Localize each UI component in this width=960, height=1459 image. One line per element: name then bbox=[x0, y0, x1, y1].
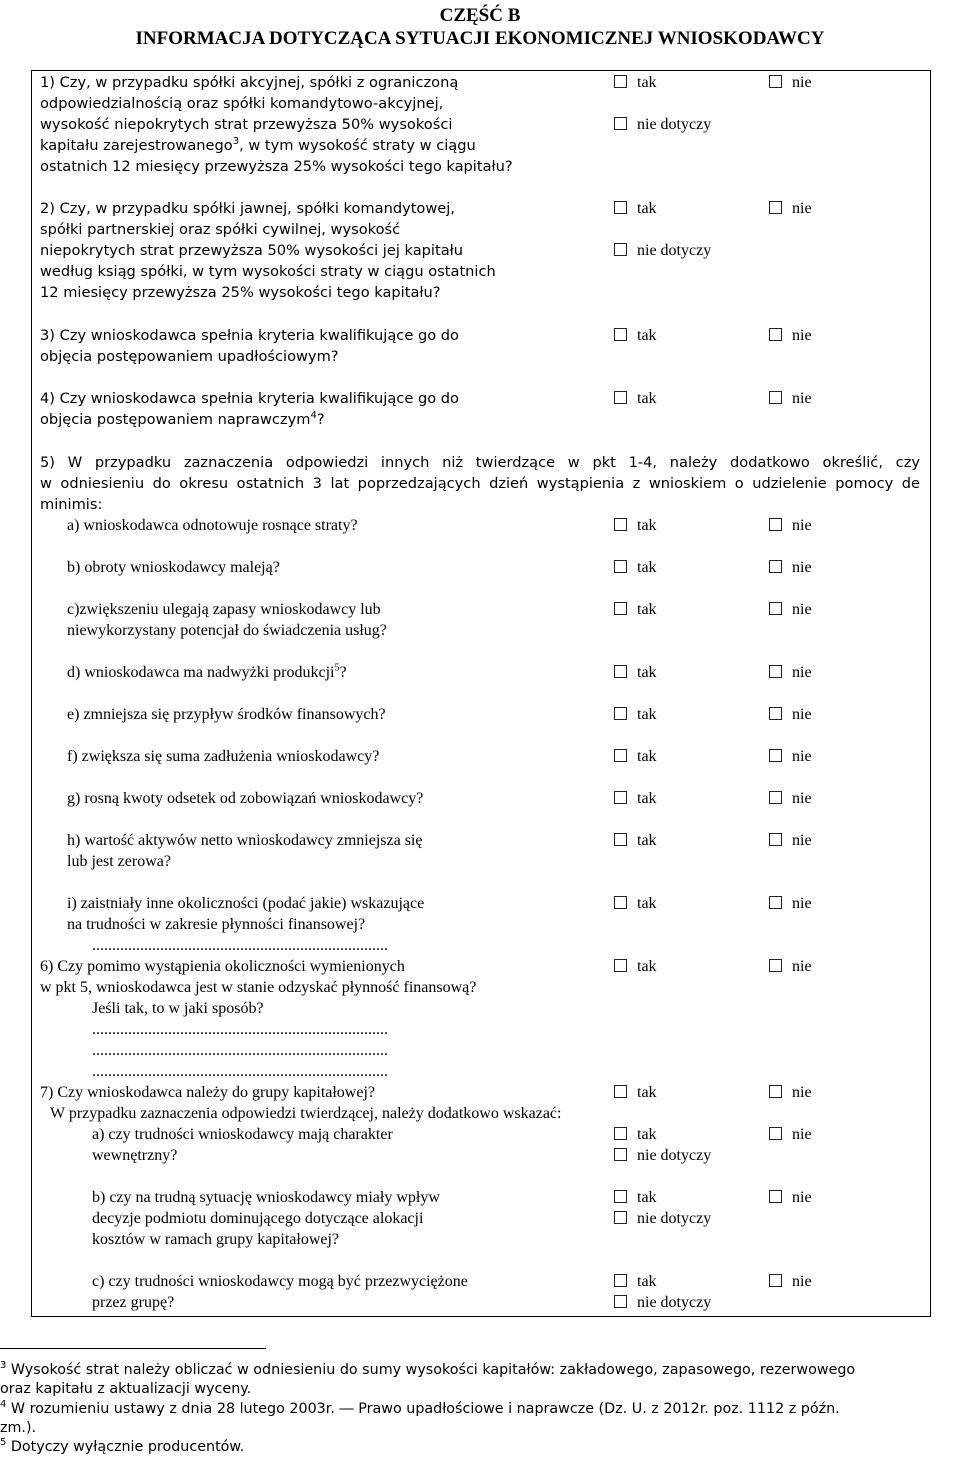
answer-dots[interactable]: .......................................................................... bbox=[92, 1063, 388, 1080]
option-nie-dotyczy[interactable]: nie dotyczy bbox=[614, 240, 711, 261]
checkbox-icon[interactable] bbox=[769, 1274, 782, 1287]
checkbox-icon[interactable] bbox=[769, 75, 782, 88]
q7a-text: a) czy trudności wnioskodawcy mają charakter bbox=[92, 1126, 393, 1143]
checkbox-icon[interactable] bbox=[614, 391, 627, 404]
footnote-ref: 5 bbox=[334, 662, 340, 674]
checkbox-icon[interactable] bbox=[614, 959, 627, 972]
q7b-text: decyzje podmiotu dominującego dotyczące alokacji bbox=[92, 1210, 424, 1227]
section-subtitle: INFORMACJA DOTYCZĄCA SYTUACJI EKONOMICZNEJ WNIOSKODAWCY bbox=[135, 28, 825, 49]
q6-text: 6) Czy pomimo wystąpienia okoliczności wymienionych bbox=[40, 958, 405, 975]
footnote-4: $^4$ W rozumieniu ustawy z dnia 28 lutego 2003r. ― Prawo upadłościowe i naprawcze (Dz. U. z 2012r. poz. 1112 z późn. bbox=[0, 1399, 840, 1417]
checkbox-icon[interactable] bbox=[769, 1127, 782, 1140]
checkbox-icon[interactable] bbox=[614, 1127, 627, 1140]
option-tak[interactable]: tak bbox=[614, 1082, 657, 1103]
q1-line: wysokość niepokrytych strat przewyższa 50% wysokości bbox=[40, 116, 453, 133]
option-nie[interactable]: nie bbox=[769, 704, 812, 725]
q5h-text: lub jest zerowa? bbox=[67, 853, 171, 870]
q1-line: 1) Czy, w przypadku spółki akcyjnej, spółki z ograniczoną bbox=[40, 74, 459, 91]
checkbox-icon[interactable] bbox=[614, 707, 627, 720]
q5i-text: i) zaistniały inne okoliczności (podać jakie) wskazujące bbox=[67, 895, 425, 912]
section-title: CZĘŚĆ B bbox=[439, 5, 521, 26]
q2-line: 12 miesięcy przewyższa 25% wysokości tego kapitału? bbox=[40, 284, 441, 301]
q7-text: 7) Czy wnioskodawca należy do grupy kapitałowej? bbox=[40, 1084, 376, 1101]
q3-line: objęcia postępowaniem upadłościowym? bbox=[40, 348, 339, 365]
option-tak[interactable]: tak bbox=[614, 830, 657, 851]
q5h-text: h) wartość aktywów netto wnioskodawcy zmniejsza się bbox=[67, 832, 423, 849]
q5b-text: b) obroty wnioskodawcy maleją? bbox=[67, 559, 280, 576]
answer-dots[interactable]: .......................................................................... bbox=[92, 1021, 388, 1038]
q3-line: 3) Czy wnioskodawca spełnia kryteria kwalifikujące go do bbox=[40, 327, 459, 344]
option-tak[interactable]: tak bbox=[614, 198, 657, 219]
footnote-separator bbox=[0, 1348, 266, 1349]
q7a-text: wewnętrzny? bbox=[92, 1147, 178, 1164]
q7c-text: c) czy trudności wnioskodawcy mogą być przezwyciężone bbox=[92, 1273, 468, 1290]
q5a-text: a) wnioskodawca odnotowuje rosnące straty? bbox=[67, 517, 358, 534]
q5i-text: na trudności w zakresie płynności finansowej? bbox=[67, 916, 366, 933]
footnote-3-cont: oraz kapitału z aktualizacji wyceny. bbox=[0, 1381, 252, 1397]
option-tak[interactable]: tak bbox=[614, 788, 657, 809]
checkbox-icon[interactable] bbox=[769, 959, 782, 972]
option-nie-dotyczy[interactable]: nie dotyczy bbox=[614, 1145, 711, 1166]
q7b-text: b) czy na trudną sytuację wnioskodawcy miały wpływ bbox=[92, 1189, 440, 1206]
q2-line: 2) Czy, w przypadku spółki jawnej, spółki komandytowej, bbox=[40, 200, 455, 217]
option-tak[interactable]: tak bbox=[614, 1271, 657, 1292]
checkbox-icon[interactable] bbox=[614, 1211, 627, 1224]
q5e-text: e) zmniejsza się przypływ środków finansowych? bbox=[67, 706, 386, 723]
option-tak[interactable]: tak bbox=[614, 72, 657, 93]
q7-text: W przypadku zaznaczenia odpowiedzi twierdzącej, należy dodatkowo wskazać: bbox=[50, 1105, 562, 1122]
checkbox-icon[interactable] bbox=[769, 560, 782, 573]
checkbox-icon[interactable] bbox=[614, 243, 627, 256]
checkbox-icon[interactable] bbox=[769, 833, 782, 846]
option-tak[interactable]: tak bbox=[614, 956, 657, 977]
checkbox-icon[interactable] bbox=[614, 1148, 627, 1161]
footnote-3: $^3$ Wysokość strat należy obliczać w odniesieniu do sumy wysokości kapitałów: zakładowego, zapasowego, rezerwowego bbox=[0, 1360, 856, 1378]
checkbox-icon[interactable] bbox=[614, 560, 627, 573]
checkbox-icon[interactable] bbox=[614, 328, 627, 341]
option-nie[interactable]: nie bbox=[769, 1187, 812, 1208]
q4-line: 4) Czy wnioskodawca spełnia kryteria kwalifikujące go do bbox=[40, 390, 459, 407]
option-nie[interactable]: nie bbox=[769, 72, 812, 93]
option-nie[interactable]: nie bbox=[769, 746, 812, 767]
option-nie-dotyczy[interactable]: nie dotyczy bbox=[614, 1208, 711, 1229]
checkbox-icon[interactable] bbox=[614, 75, 627, 88]
q2-line: niepokrytych strat przewyższa 50% wysokości jej kapitału bbox=[40, 242, 464, 259]
checkbox-icon[interactable] bbox=[769, 602, 782, 615]
q7b-text: kosztów w ramach grupy kapitałowej? bbox=[92, 1231, 340, 1248]
option-nie[interactable]: nie bbox=[769, 830, 812, 851]
option-tak[interactable]: tak bbox=[614, 388, 657, 409]
q6-text: Jeśli tak, to w jaki sposób? bbox=[92, 1000, 264, 1017]
option-nie[interactable]: nie bbox=[769, 198, 812, 219]
checkbox-icon[interactable] bbox=[769, 896, 782, 909]
checkbox-icon[interactable] bbox=[769, 1085, 782, 1098]
option-tak[interactable]: tak bbox=[614, 1124, 657, 1145]
checkbox-icon[interactable] bbox=[769, 328, 782, 341]
option-nie[interactable]: nie bbox=[769, 388, 812, 409]
option-tak[interactable]: tak bbox=[614, 704, 657, 725]
option-nie[interactable]: nie bbox=[769, 1271, 812, 1292]
checkbox-icon[interactable] bbox=[614, 117, 627, 130]
option-nie[interactable]: nie bbox=[769, 557, 812, 578]
option-nie[interactable]: nie bbox=[769, 599, 812, 620]
footnote-ref: 4 bbox=[310, 410, 317, 422]
option-tak[interactable]: tak bbox=[614, 746, 657, 767]
checkbox-icon[interactable] bbox=[614, 749, 627, 762]
checkbox-icon[interactable] bbox=[769, 665, 782, 678]
checkbox-icon[interactable] bbox=[769, 201, 782, 214]
checkbox-icon[interactable] bbox=[614, 201, 627, 214]
q2-line: spółki partnerskiej oraz spółki cywilnej, wysokość bbox=[40, 221, 401, 238]
option-nie[interactable]: nie bbox=[769, 788, 812, 809]
q1-line: kapitału zarejestrowanego$^3$, w tym wysokość straty w ciągu bbox=[40, 136, 476, 154]
option-nie[interactable]: nie bbox=[769, 325, 812, 346]
q5-line: 5) W przypadku zaznaczenia odpowiedzi innych niż twierdzące w pkt 1-4, należy dodatkowo określić, czy bbox=[40, 454, 920, 471]
option-nie[interactable]: nie bbox=[769, 956, 812, 977]
q5-line: minimis: bbox=[40, 496, 103, 513]
answer-dots[interactable]: .......................................................................... bbox=[92, 937, 388, 954]
q5-line: w odniesieniu do okresu ostatnich 3 lat poprzedzających dzień wystąpienia z wnioskiem o udzielenie pomocy de bbox=[40, 475, 920, 492]
option-tak[interactable]: tak bbox=[614, 557, 657, 578]
checkbox-icon[interactable] bbox=[614, 1190, 627, 1203]
checkbox-icon[interactable] bbox=[614, 833, 627, 846]
q2-line: według ksiąg spółki, w tym wysokości straty w ciągu ostatnich bbox=[40, 263, 496, 280]
option-tak[interactable]: tak bbox=[614, 1187, 657, 1208]
option-tak[interactable]: tak bbox=[614, 515, 657, 536]
checkbox-icon[interactable] bbox=[769, 391, 782, 404]
option-tak[interactable]: tak bbox=[614, 893, 657, 914]
checkbox-icon[interactable] bbox=[614, 518, 627, 531]
option-nie[interactable]: nie bbox=[769, 1082, 812, 1103]
q4-line: objęcia postępowaniem naprawczym$^4$? bbox=[40, 410, 325, 428]
q7c-text: przez grupę? bbox=[92, 1294, 175, 1311]
checkbox-icon[interactable] bbox=[769, 1190, 782, 1203]
answer-dots[interactable]: .......................................................................... bbox=[92, 1042, 388, 1059]
q5c-text: niewykorzystany potencjał do świadczenia usług? bbox=[67, 622, 387, 639]
checkbox-icon[interactable] bbox=[769, 707, 782, 720]
q1-line: ostatnich 12 miesięcy przewyższa 25% wysokości tego kapitału? bbox=[40, 158, 513, 175]
checkbox-icon[interactable] bbox=[614, 896, 627, 909]
footnote-4-cont: zm.). bbox=[0, 1420, 37, 1436]
checkbox-icon[interactable] bbox=[614, 1295, 627, 1308]
checkbox-icon[interactable] bbox=[614, 665, 627, 678]
checkbox-icon[interactable] bbox=[614, 1085, 627, 1098]
footnote-5: $^5$ Dotyczy wyłącznie producentów. bbox=[0, 1437, 245, 1455]
checkbox-icon[interactable] bbox=[614, 602, 627, 615]
option-nie[interactable]: nie bbox=[769, 662, 812, 683]
q5c-text: c)zwiększeniu ulegają zapasy wnioskodawcy lub bbox=[67, 601, 381, 618]
option-nie[interactable]: nie bbox=[769, 515, 812, 536]
option-nie-dotyczy[interactable]: nie dotyczy bbox=[614, 1292, 711, 1313]
option-tak[interactable]: tak bbox=[614, 325, 657, 346]
option-tak[interactable]: tak bbox=[614, 662, 657, 683]
q5g-text: g) rosną kwoty odsetek od zobowiązań wnioskodawcy? bbox=[67, 790, 424, 807]
checkbox-icon[interactable] bbox=[614, 791, 627, 804]
checkbox-icon[interactable] bbox=[769, 749, 782, 762]
checkbox-icon[interactable] bbox=[769, 518, 782, 531]
option-tak[interactable]: tak bbox=[614, 599, 657, 620]
q5f-text: f) zwiększa się suma zadłużenia wnioskodawcy? bbox=[67, 748, 380, 765]
option-nie[interactable]: nie bbox=[769, 1124, 812, 1145]
q5d-text: d) wnioskodawca ma nadwyżki produkcji$^5$? bbox=[67, 662, 347, 681]
q1-line: odpowiedzialnością oraz spółki komandytowo-akcyjnej, bbox=[40, 95, 444, 112]
checkbox-icon[interactable] bbox=[769, 791, 782, 804]
option-nie-dotyczy[interactable]: nie dotyczy bbox=[614, 114, 711, 135]
q6-text: w pkt 5, wnioskodawca jest w stanie odzyskać płynność finansową? bbox=[40, 979, 477, 996]
option-nie[interactable]: nie bbox=[769, 893, 812, 914]
checkbox-icon[interactable] bbox=[614, 1274, 627, 1287]
footnote-ref: 3 bbox=[232, 136, 240, 148]
